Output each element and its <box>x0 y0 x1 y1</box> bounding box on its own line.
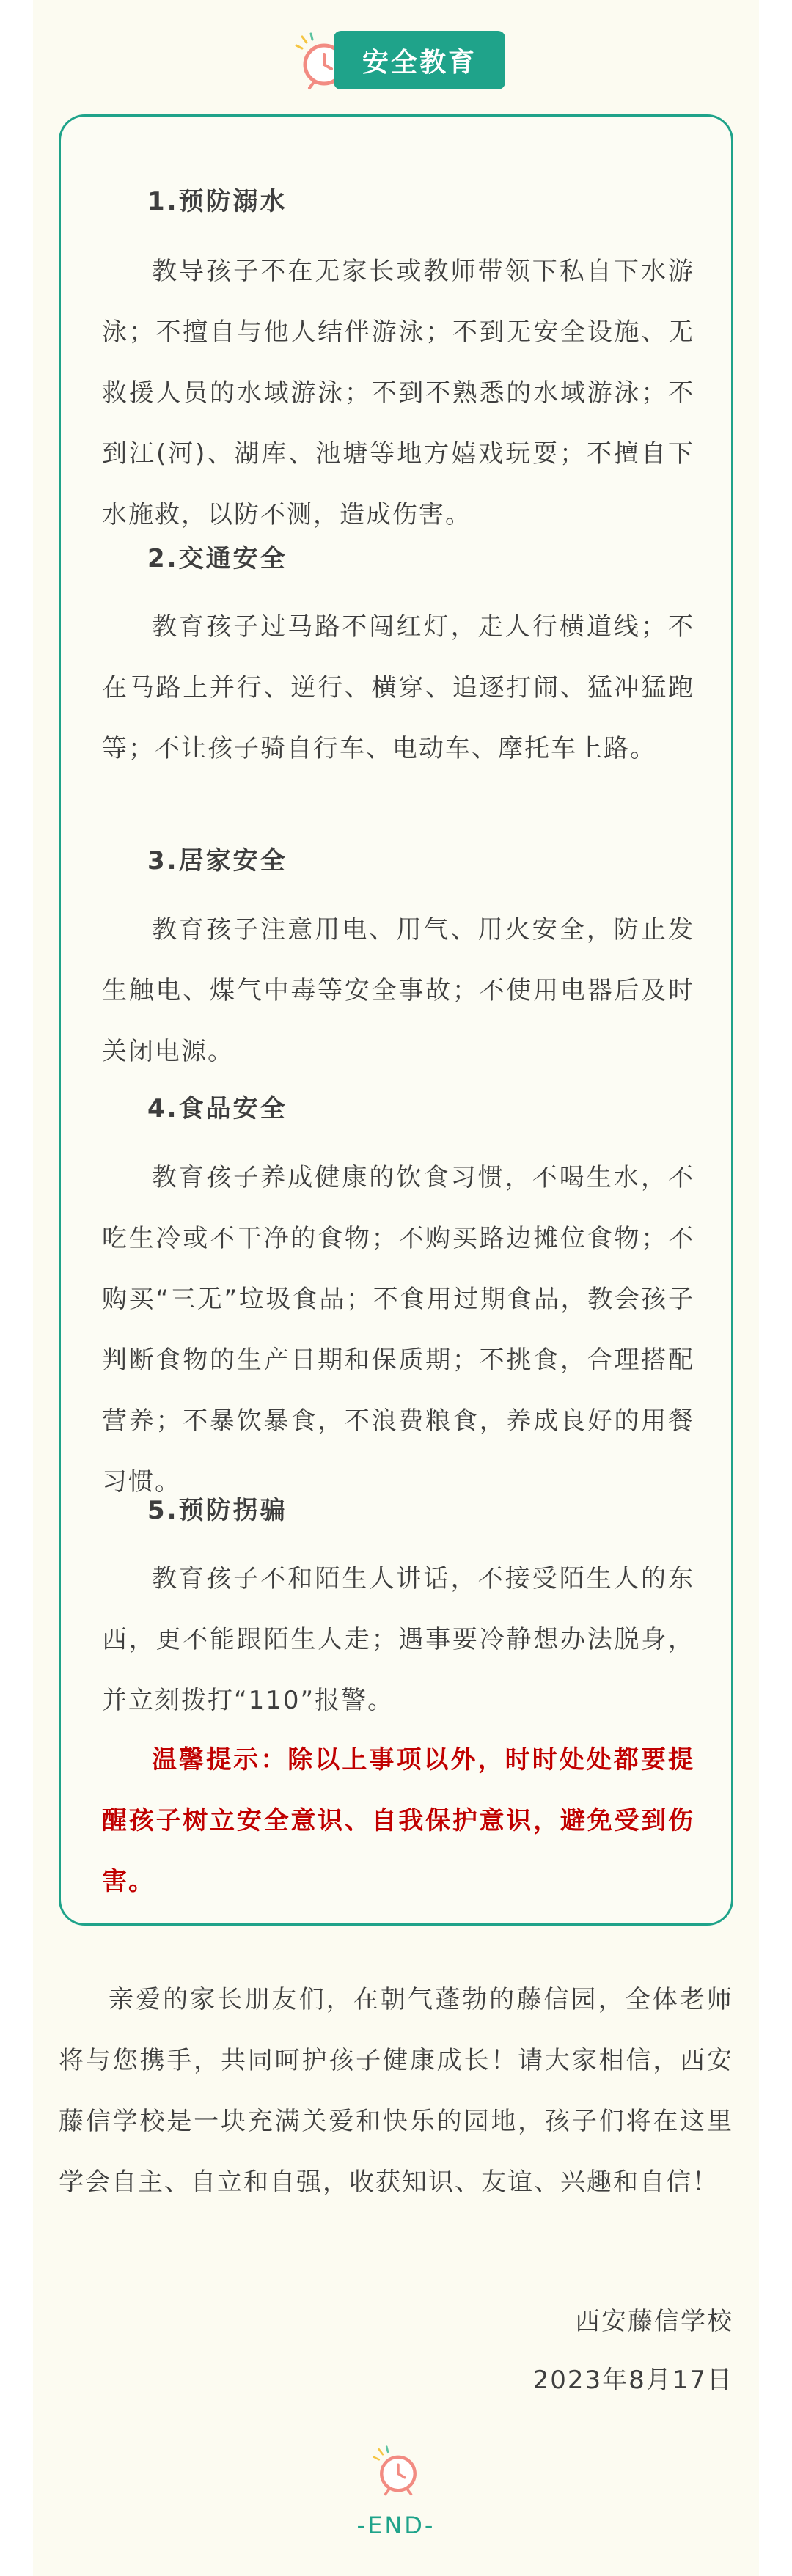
section-body-abduction: 教育孩子不和陌生人讲话，不接受陌生人的东西，更不能跟陌生人走；遇事要冷静想办法脱身，并立刻拨打“110”报警。 <box>102 1564 694 1715</box>
section-body-home: 教育孩子注意用电、用气、用火安全，防止发生触电、煤气中毒等安全事故；不使用电器后及时关闭电源。 <box>102 915 694 1066</box>
section-body-traffic: 教育孩子过马路不闯红灯，走人行横道线；不在马路上并行、逆行、横穿、追逐打闹、猛冲猛跑等；不让孩子骑自行车、电动车、摩托车上路。 <box>102 612 694 763</box>
title-banner <box>295 28 515 94</box>
section-heading-home: 3.居家安全 <box>147 846 287 876</box>
section-body-drowning: 教导孩子不在无家长或教师带领下私自下水游泳；不擅自与他人结伴游泳；不到无安全设施、无救援人员的水域游泳；不到不熟悉的水域游泳；不到江(河)、湖库、池塘等地方嬉戏玩耍；不擅自下水施救，以防不测，造成伤害。 <box>102 257 694 529</box>
warm-tip: 温馨提示：除以上事项以外，时时处处都要提醒孩子树立安全意识、自我保护意识，避免受到伤害。 <box>102 1745 694 1896</box>
publish-date: 2023年8月17日 <box>532 2366 733 2395</box>
section-heading-traffic: 2.交通安全 <box>147 544 287 573</box>
section-heading-food: 4.食品安全 <box>147 1094 287 1123</box>
section-body-food: 教育孩子养成健康的饮食习惯，不喝生水，不吃生冷或不干净的食物；不购买路边摊位食物；不购买“三无”垃圾食品；不食用过期食品，教会孩子判断食物的生产日期和保质期；不挑食，合理搭配营养；不暴饮暴食，不浪费粮食，养成良好的用餐习惯。 <box>102 1163 694 1497</box>
school-signature: 西安藤信学校 <box>575 2307 733 2336</box>
page-title: 安全教育 <box>334 31 505 89</box>
alarm-clock-icon <box>373 2445 424 2497</box>
section-heading-drowning: 1.预防溺水 <box>147 187 287 216</box>
end-marker: -END- <box>356 2511 436 2539</box>
closing-message: 亲爱的家长朋友们，在朝气蓬勃的藤信园，全体老师将与您携手，共同呵护孩子健康成长！请大家相信，西安藤信学校是一块充满关爱和快乐的园地，孩子们将在这里学会自主、自立和自强，收获知识、友谊、兴趣和自信！ <box>59 1985 733 2197</box>
safety-content-card <box>59 114 733 1926</box>
section-heading-abduction: 5.预防拐骗 <box>147 1496 287 1525</box>
